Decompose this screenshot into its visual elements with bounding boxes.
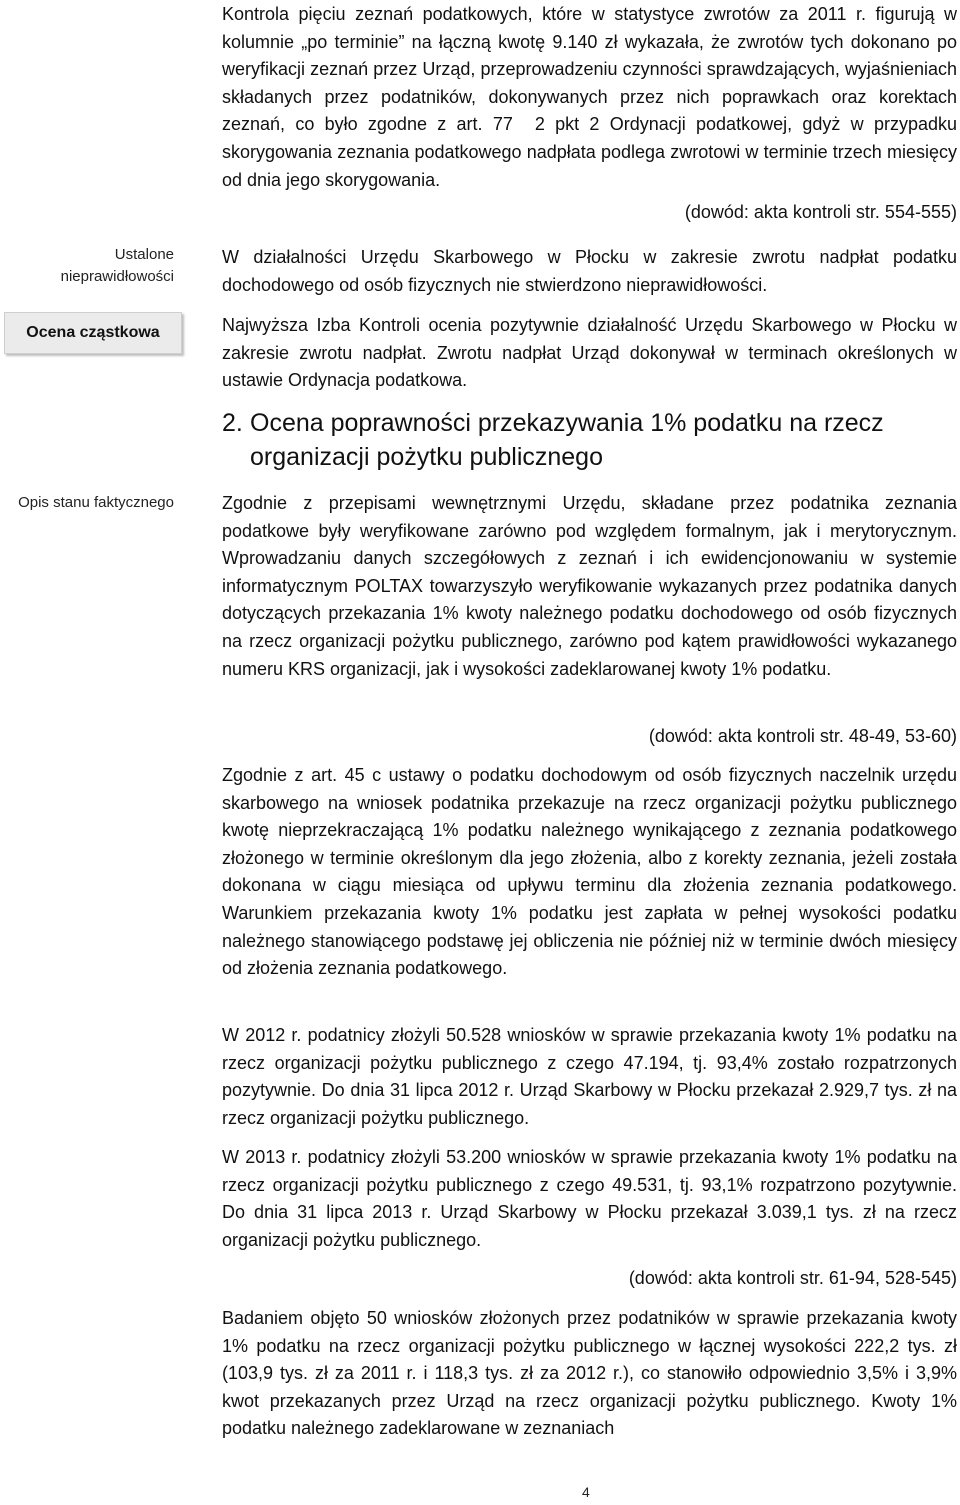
section-heading-line1: Ocena poprawności przekazywania 1% podatku na rzecz (250, 409, 884, 437)
paragraph-3: Najwyższa Izba Kontroli ocenia pozytywnie działalność Urzędu Skarbowego w Płocku w zakresie zwrotu nadpłat. Zwrotu nadpłat Urząd dokonywał w terminach określonych w ustawie Ordynacja podatkowa. (222, 315, 957, 391)
page-number: 4 (582, 1484, 590, 1500)
paragraph-1 (222, 1, 957, 194)
paragraph-1-text-a: Kontrola pięciu zeznań podatkowych, które w statystyce zwrotów za 2011 r. figurują w kolumnie „po terminie” na łączną kwotę 9.140 zł wykazała, że zwrotów tych dokonano po weryfikacji zeznań przez Urząd, przeprowadzeniu czynności sprawdzających, wyjaśnieniach składanych przez podatników, dokonywanych przez nich poprawkach oraz korektach zeznań, co było zgodne z art. 77 (222, 4, 957, 135)
evidence-ref-1: (dowód: akta kontroli str. 554-555) (684, 202, 957, 222)
paragraph-1-text-b: 2 pkt 2 Ordynacji podatkowej, gdyż w przypadku skorygowania zeznania podatkowego nadpłata podlega zwrotowi w terminie trzech miesięcy od dnia jego skorygowania. (222, 114, 957, 190)
evidence-ref-2: (dowód: akta kontroli str. 48-49, 53-60) (648, 726, 957, 746)
paragraph-2: W działalności Urzędu Skarbowego w Płocku w zakresie zwrotu nadpłat podatku dochodowego od osób fizycznych nie stwierdzono nieprawidłowości. (222, 247, 957, 295)
margin-label-opis: Opis stanu faktycznego (18, 494, 174, 511)
section-heading (222, 406, 960, 474)
section-heading-line2: organizacji pożytku publicznego (250, 443, 603, 471)
paragraph-5: Zgodnie z art. 45 c ustawy o podatku dochodowym od osób fizycznych naczelnik urzędu skarbowego na wniosek podatnika przekazuje na rzecz organizacji pożytku publicznego kwotę nieprzekraczającą 1% podatku należnego wynikającego z zeznania podatkowego złożonego w terminie określonym dla jego złożenia, albo z korekty zeznania, jeżeli została dokonana w ciągu miesiąca od upływu terminu dla złożenia zeznania podatkowego. Warunkiem przekazania kwoty 1% podatku jest zapłata w pełnej wysokości podatku należnego stanowiącego podstawę jej obliczenia nie później niż w terminie dwóch miesięcy od złożenia zeznania podatkowego. (222, 765, 957, 979)
paragraph-8: Badaniem objęto 50 wniosków złożonych przez podatników w sprawie przekazania kwoty 1% podatku na rzecz organizacji pożytku publicznego w łącznej wysokości 222,2 tys. zł (103,9 tys. zł za 2011 r. i 118,3 tys. zł za 2012 r.), co stanowiło odpowiednio 3,5% i 3,9% kwot przekazanych przez Urząd na rzecz organizacji pożytku publicznego. Kwoty 1% podatku należnego zadeklarowane w zeznaniach (222, 1308, 957, 1439)
paragraph-6: W 2012 r. podatnicy złożyli 50.528 wniosków w sprawie przekazania kwoty 1% podatku na rzecz organizacji pożytku publicznego z czego 47.194, tj. 93,4% zostało rozpatrzonych pozytywnie. Do dnia 31 lipca 2012 r. Urząd Skarbowy w Płocku przekazał 2.929,7 tys. zł na rzecz organizacji pożytku publicznego. (222, 1025, 957, 1128)
margin-label-ustalone: Ustalone nieprawidłowości (60, 246, 174, 285)
margin-box-ocena: Ocena cząstkowa (4, 312, 182, 354)
paragraph-4: Zgodnie z przepisami wewnętrznymi Urzędu, składane przez podatnika zeznania podatkowe były weryfikowane zarówno pod względem formalnym, jak i merytorycznym. Wprowadzaniu danych szczegółowych z zeznań i ich ewidencjonowaniu w systemie informatycznym POLTAX towarzyszyło weryfikowanie wykazanych przez podatnika danych dotyczących przekazania 1% kwoty należnego podatku dochodowego od osób fizycznych na rzecz organizacji pożytku publicznego, zarówno pod kątem prawidłowości wykazanego numeru KRS organizacji, jak i wysokości zadeklarowanej kwoty 1% podatku. (222, 493, 957, 679)
paragraph-7: W 2013 r. podatnicy złożyli 53.200 wniosków w sprawie przekazania kwoty 1% podatku na rzecz organizacji pożytku publicznego z czego 49.531, tj. 93,1% rozpatrzono pozytywnie. Do dnia 31 lipca 2013 r. Urząd Skarbowy w Płocku przekazał 3.039,1 tys. zł na rzecz organizacji pożytku publicznego. (222, 1147, 957, 1250)
evidence-ref-3: (dowód: akta kontroli str. 61-94, 528-545) (628, 1268, 957, 1288)
section-heading-number: 2. (222, 409, 243, 437)
